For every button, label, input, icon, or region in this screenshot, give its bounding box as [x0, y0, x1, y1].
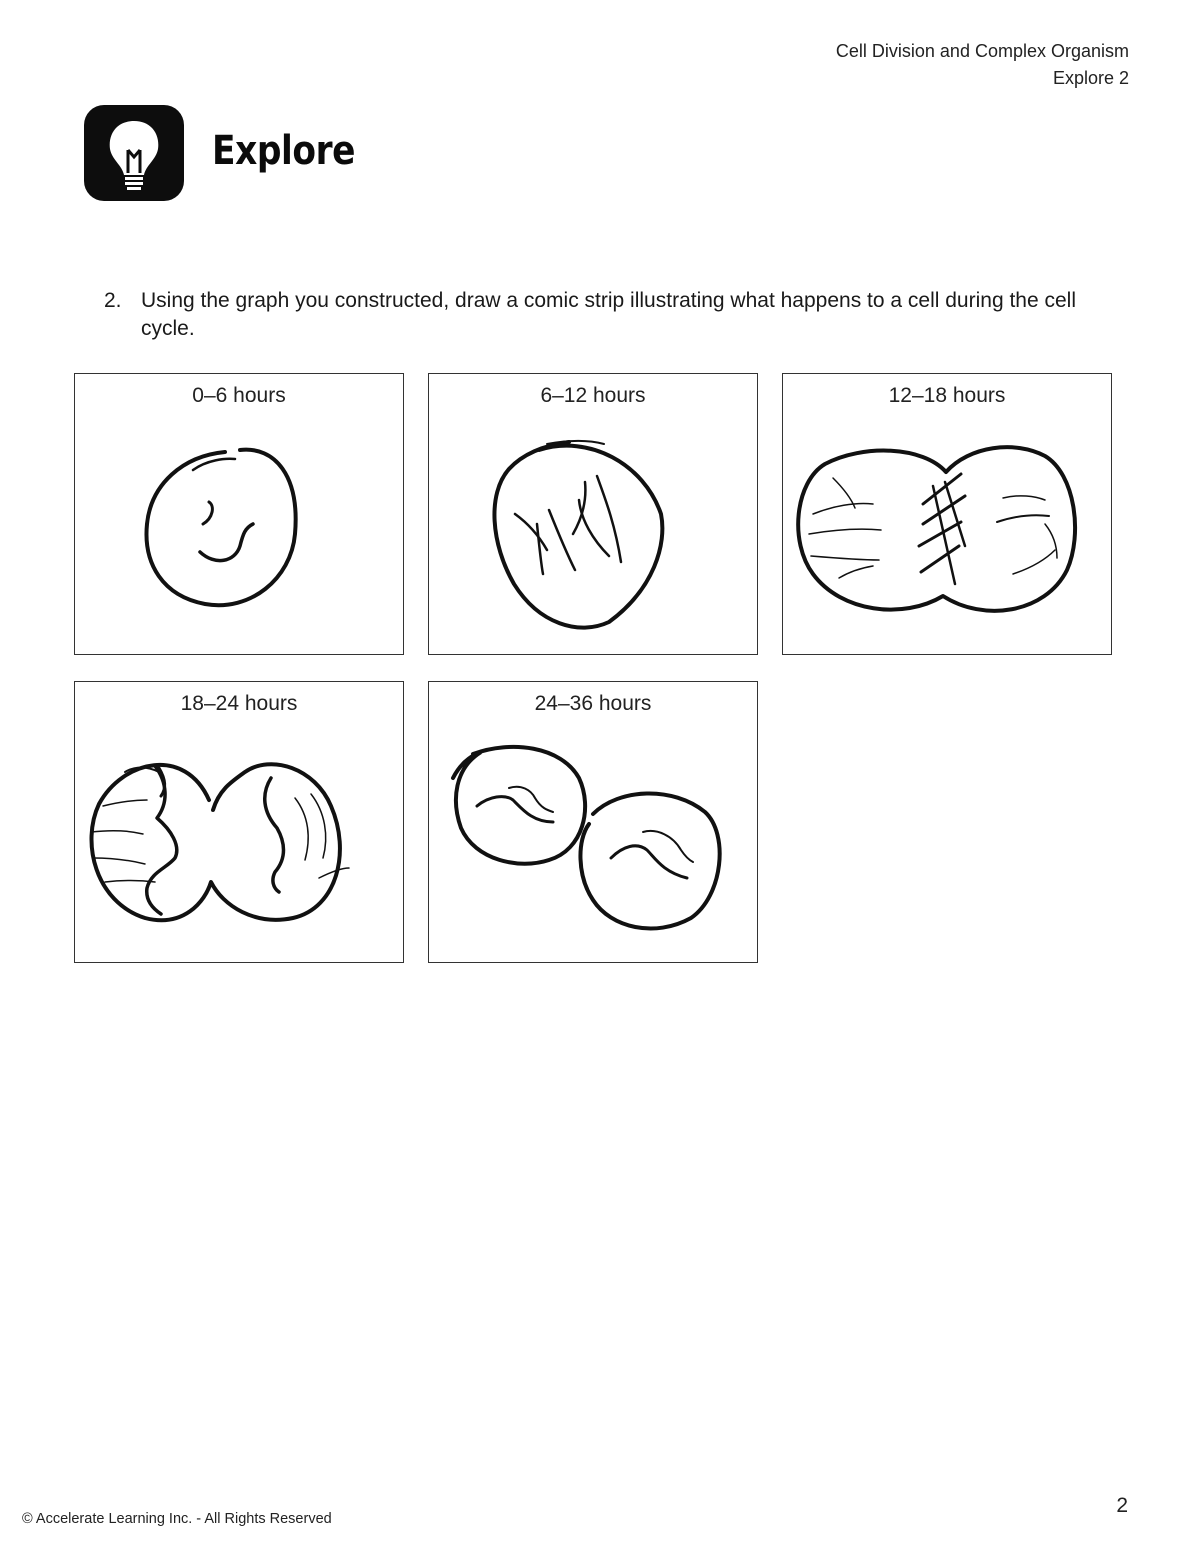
cell-drawing-anaphase [75, 682, 405, 964]
cell-drawing-metaphase [783, 374, 1113, 656]
comic-panel-12-18-hours [782, 373, 1112, 655]
panel-label: 0–6 hours [192, 384, 286, 407]
question-2 [104, 287, 1114, 343]
question-text: Using the graph you constructed, draw a comic strip illustrating what happens to a cell during the cell cycle. [141, 289, 1076, 340]
question-number: 2. [104, 289, 122, 312]
comic-panel-24-36-hours [428, 681, 758, 963]
comic-panel-18-24-hours [74, 681, 404, 963]
comic-panel-0-6-hours [74, 373, 404, 655]
page-number: 2 [1116, 1494, 1128, 1517]
explore-badge [84, 105, 184, 201]
panel-label: 12–18 hours [888, 384, 1006, 407]
panel-label: 24–36 hours [534, 692, 652, 715]
panel-label: 18–24 hours [180, 692, 298, 715]
section-label: Explore 2 [1052, 68, 1129, 88]
cell-drawing-interphase [75, 374, 405, 656]
panel-label: 6–12 hours [540, 384, 646, 407]
unit-title: Cell Division and Complex Organism [835, 41, 1129, 61]
section-title: Explore [212, 128, 356, 174]
page-header [836, 38, 1129, 92]
comic-panel-6-12-hours [428, 373, 758, 655]
cell-drawing-prophase [429, 374, 759, 656]
lightbulb-icon [84, 105, 184, 201]
copyright-footer: © Accelerate Learning Inc. - All Rights Reserved [22, 1511, 332, 1527]
cell-drawing-cytokinesis [429, 682, 759, 964]
